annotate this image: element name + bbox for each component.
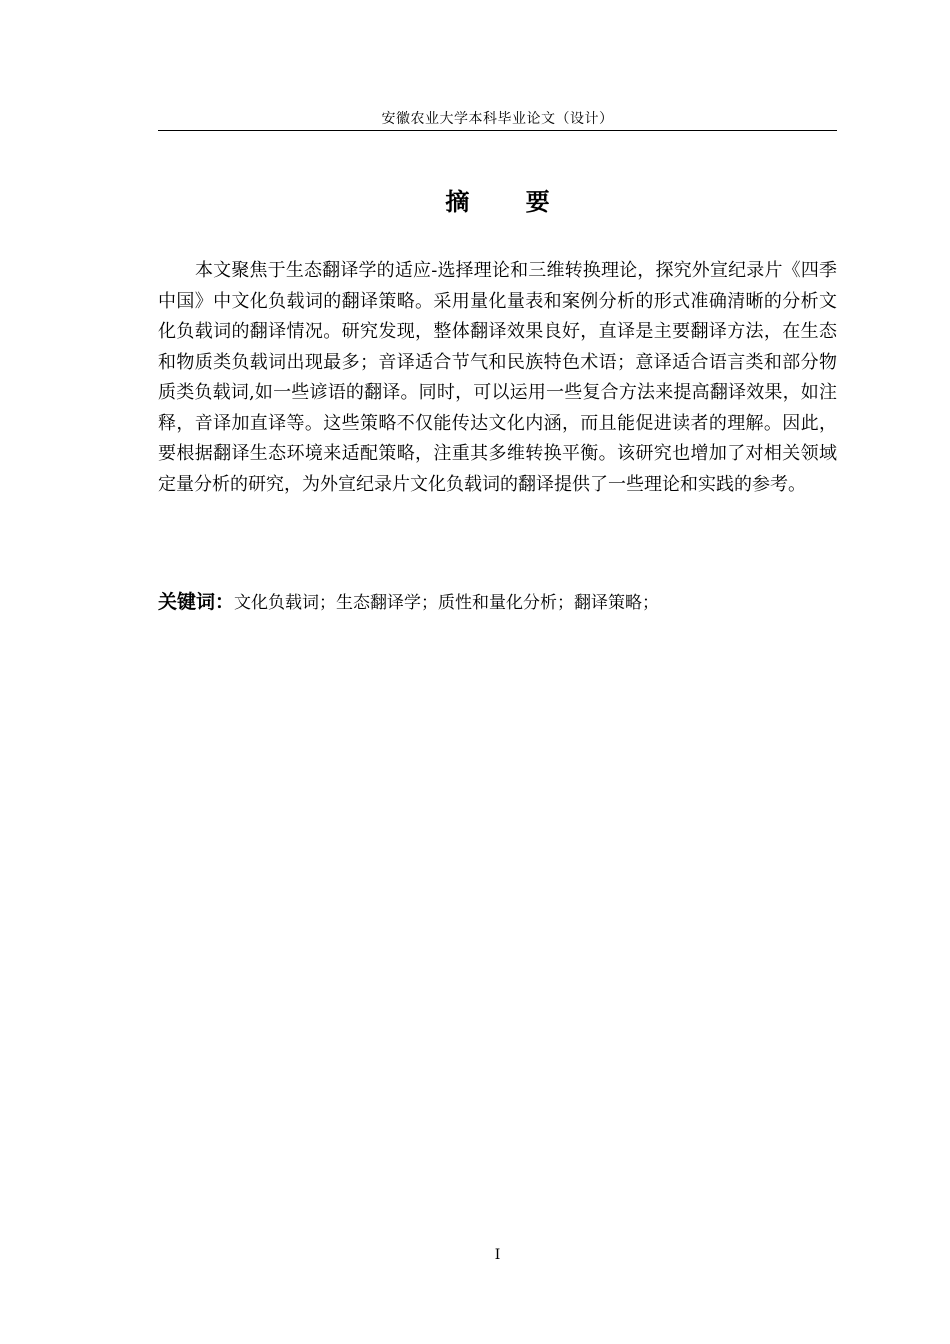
page-number: I [494,1247,501,1263]
header-rule [158,130,837,131]
keywords-line [158,589,837,616]
keywords-text: 文化负载词；生态翻译学；质性和量化分析；翻译策略； [234,593,660,613]
running-header: 安徽农业大学本科毕业论文（设计） [381,111,614,127]
keywords-label: 关键词： [158,591,235,613]
abstract-body: 本文聚焦于生态翻译学的适应-选择理论和三维转换理论，探究外宣纪录片《四季中国》中文化负载词的翻译策略。采用量化量表和案例分析的形式准确清晰的分析文化负载词的翻译情况。研究发现，整体翻译效果良好，直译是主要翻译方法，在生态和物质类负载词出现最多；音译适合节气和民族特色术语；意译适合语言类和部分物质类负载词,如一些谚语的翻译。同时，可以运用一些复合方法来提高翻译效果，如注释，音译加直译等。这些策略不仅能传达文化内涵，而且能促进读者的理解。因此，要根据翻译生态环境来适配策略，注重其多维转换平衡。该研究也增加了对相关领域定量分析的研究，为外宣纪录片文化负载词的翻译提供了一些理论和实践的参考。 [158,260,837,495]
abstract-title: 摘 要 [445,188,574,216]
